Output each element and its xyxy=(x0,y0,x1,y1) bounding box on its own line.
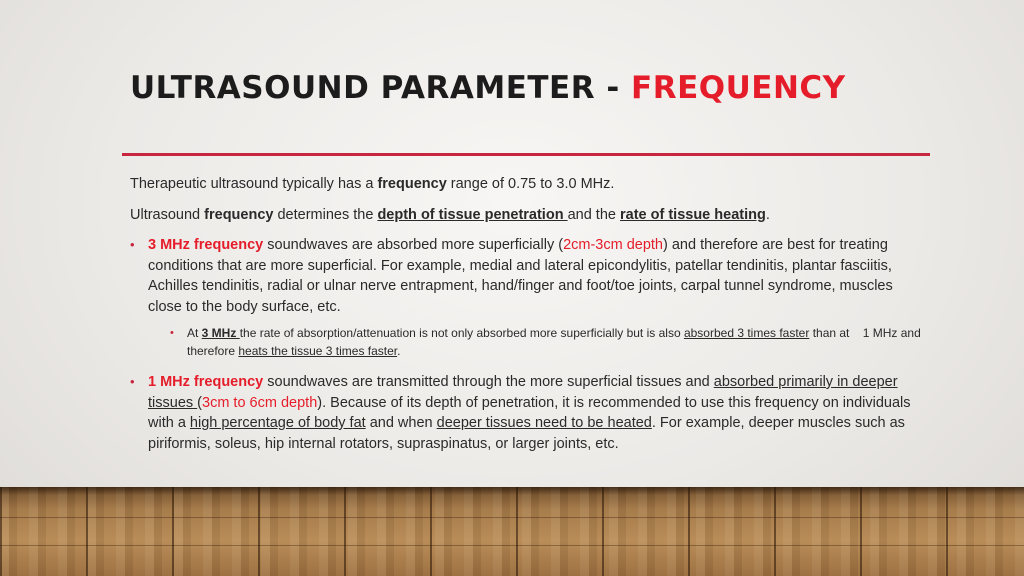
text: At xyxy=(187,326,202,340)
subbullet-3mhz-absorption xyxy=(130,325,930,360)
slide-title-accent: FREQUENCY xyxy=(631,70,846,106)
wood-floor-decoration xyxy=(0,487,1024,576)
underline-text: deeper tissues need to be heated xyxy=(436,415,652,431)
text: soundwaves are absorbed more superficially ( xyxy=(263,237,564,253)
underline-text: high percentage of body fat xyxy=(189,415,366,431)
text: than at 1 MHz and therefore xyxy=(187,326,925,358)
text: and when xyxy=(365,415,437,431)
text: range of 0.75 to 3.0 MHz. xyxy=(446,176,615,192)
text: . For example, deeper muscles such as piriformis, soleus, hip internal rotators, supraspinatus, or larger joints, etc. xyxy=(148,415,905,452)
highlight-text: 2cm-3cm depth xyxy=(563,237,663,253)
paragraph-frequency-range xyxy=(130,174,930,195)
underline-text: absorbed primarily in deeper tissues xyxy=(148,374,898,411)
text: Ultrasound xyxy=(130,206,205,223)
paragraph-frequency-determines xyxy=(130,205,930,226)
underline-text: absorbed 3 times faster xyxy=(683,326,810,340)
bold-underline-text: rate of tissue heating xyxy=(620,206,766,223)
text: and the xyxy=(567,206,620,223)
bullet-marker: • xyxy=(130,237,135,252)
text: ). Because of its depth of penetration, it is recommended to use this frequency on individuals with a xyxy=(148,394,911,431)
bullet-marker: • xyxy=(130,374,135,389)
bullet-marker: • xyxy=(170,327,174,339)
text: . xyxy=(765,206,770,223)
underline-text: heats the tissue 3 times faster xyxy=(238,343,398,358)
highlight-text: 1 MHz frequency xyxy=(148,374,264,390)
highlight-text: 3 MHz frequency xyxy=(148,237,264,253)
bullet-3mhz xyxy=(130,235,930,317)
text: Therapeutic ultrasound typically has a xyxy=(130,176,378,192)
bold-text: frequency xyxy=(377,176,447,192)
bold-text: frequency xyxy=(204,206,274,223)
slide-title-main: ULTRASOUND PARAMETER - xyxy=(130,70,632,106)
text: the rate of absorption/attenuation is not only absorbed more superficially but is also xyxy=(239,326,684,340)
slide-title xyxy=(130,70,950,106)
text: . xyxy=(397,343,401,358)
floor-seam xyxy=(0,545,1024,546)
bold-underline-text: depth of tissue penetration xyxy=(377,206,568,223)
text: soundwaves are transmitted through the more superficial tissues and xyxy=(263,374,714,390)
text: ( xyxy=(197,394,203,411)
slide-body xyxy=(130,174,930,464)
bold-underline-text: 3 MHz xyxy=(201,326,240,340)
floor-seam xyxy=(0,517,1024,518)
text: ) and therefore are best for treating conditions that are more superficial. For example, medial and lateral epicondylitis, patellar tendinitis, plantar fasciitis, Achilles tendinitis, radial or ulnar nerve entrapment, hand/finger and foot/toe joints, carpal tunnel syndrome, muscles close to the body surface, etc. xyxy=(148,237,893,315)
highlight-text: 3cm to 6cm depth xyxy=(202,394,318,411)
bullet-1mhz xyxy=(130,372,930,454)
title-divider xyxy=(122,153,930,156)
text: determines the xyxy=(273,206,378,223)
